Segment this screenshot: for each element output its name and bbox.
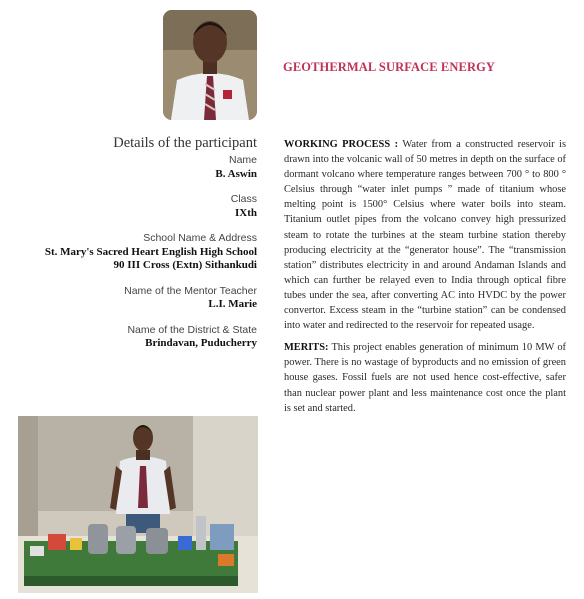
school-address: 90 III Cross (Extn) Sithankudi	[113, 259, 257, 271]
district-label: Name of the District & State	[127, 323, 257, 336]
merits-label: MERITS:	[284, 342, 329, 354]
project-title: GEOTHERMAL SURFACE ENERGY	[283, 60, 496, 74]
school-label: School Name & Address	[143, 232, 257, 244]
working-process-text: Water from a constructed reservoir is drawn into the volcanic wall of 50 metres in depth on the surface of dormant volcano where temperature ranges between 700 ° to 800 ° Celsius through “water inlet pumps ” made of titanium whose melting point is 1500° Celsius where water boils into steam. Titanium outlet pipes from the volcano convey high pressurized steam to rotate the turbines at the steam turbine station thereby producing electricity at the “generator house”. The “transmission station” distributes electricity in and around Andaman Islands and which can further be relayed even to India through optical fibre tubes under the sea, after converting AC into HVDC by the power convertor. Excess steam in the “turbine station” can be condensed into water and redirected to the reservoir for repeated usage.	[284, 139, 566, 332]
district-value: Brindavan, Puducherry	[145, 337, 257, 349]
name-label: Name	[228, 154, 257, 166]
class-label: Class	[230, 193, 257, 205]
school-name: St. Mary's Sacred Heart English High School	[44, 245, 257, 258]
working-process-paragraph	[284, 137, 566, 333]
merits-paragraph	[284, 340, 566, 415]
model-illustration	[18, 416, 258, 593]
working-process-label: WORKING PROCESS :	[284, 139, 399, 150]
mentor-label: Name of the Mentor Teacher	[124, 284, 257, 297]
project-description	[284, 137, 566, 423]
participant-details	[0, 134, 257, 363]
participant-portrait-photo	[163, 10, 257, 120]
merits-text: This project enables generation of minimum 10 MW of power. There is no wastage of byproducts and no emission of green house gases. Fossil fuels are not used hence cost-effective, safer than nuclear power plant and less maintenance cost once the plant is set and started.	[284, 342, 566, 414]
class-value: IXth	[234, 206, 257, 219]
portrait-illustration	[163, 10, 257, 120]
mentor-value: L.I. Marie	[208, 298, 257, 310]
project-model-photo	[18, 416, 258, 593]
details-heading: Details of the participant	[113, 135, 257, 151]
name-value: B. Aswin	[215, 167, 257, 180]
